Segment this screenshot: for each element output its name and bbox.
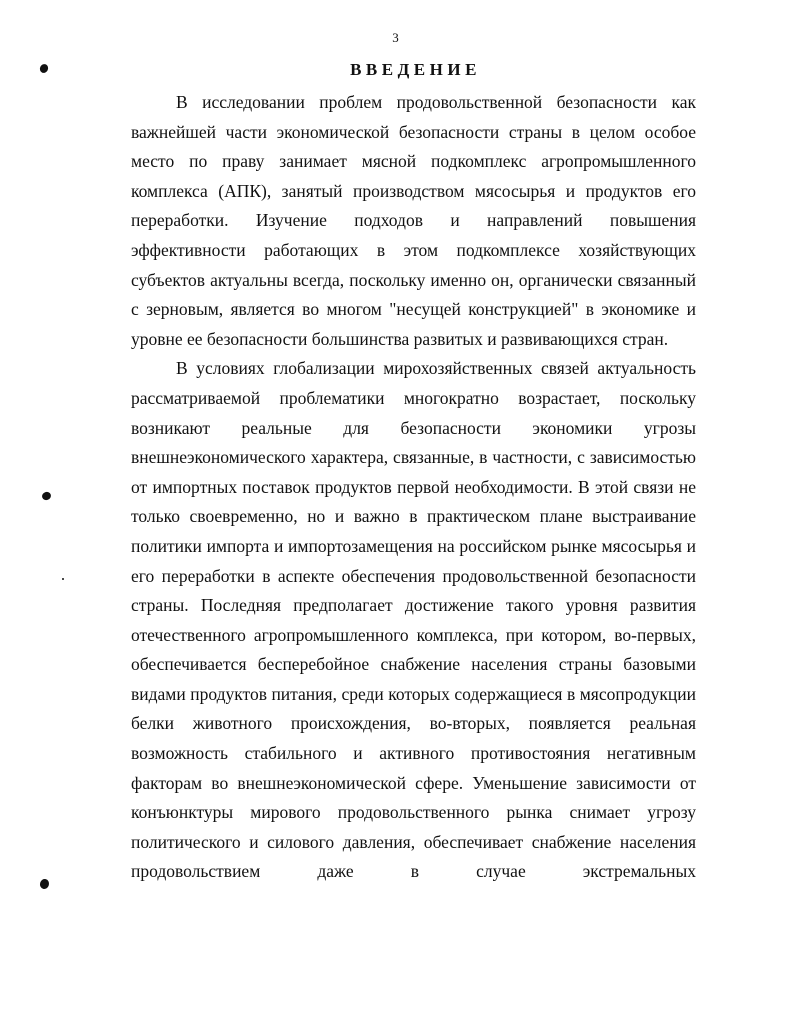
scan-speck bbox=[41, 491, 52, 502]
paragraph: В условиях глобализации мирохозяйственных связей актуальность рассматриваемой проблематики многократно возрастает, поскольку возникают реальные для безопасности экономики угрозы внешнеэкономического характера, связанные, в частности, с зависимостью от импортных поставок продуктов первой необходимости. В этой связи не только своевременно, но и важно в практическом плане выстраивание политики импорта и импортозамещения на российском рынке мясосырья и его переработки в аспекте обеспечения продовольственной безопасности страны. Последняя предполагает достижение такого уровня развития отечественного агропромышленного комплекса, при котором, во-первых, обеспечивается бесперебойное снабжение населения страны базовыми видами продуктов питания, среди которых содержащиеся в мясопродукции белки животного происхождения, во-вторых, появляется реальная возможность стабильного и активного противостояния негативным факторам во внешнеэкономической сфере. Уменьшение зависимости от конъюнктуры мирового продовольственного рынка снимает угрозу политического и силового давления, обеспечивает снабжение населения продовольствием даже в случае экстремальных bbox=[131, 358, 696, 882]
page-number: 3 bbox=[392, 30, 399, 45]
scan-speck bbox=[62, 578, 64, 580]
paragraph: В исследовании проблем продовольственной безопасности как важнейшей части экономической безопасности страны в целом особое место по праву занимает мясной подкомплекс агропромышленного комплекса (АПК), занятый производством мясосырья и продуктов его переработки. Изучение подходов и направлений повышения эффективности работающих в этом подкомплексе хозяйствующих субъектов актуальны всегда, поскольку именно он, органически связанный с зерновым, является во многом "несущей конструкцией" в экономике и уровне ее безопасности большинства развитых и развивающихся стран. bbox=[131, 92, 696, 349]
body-text bbox=[131, 88, 696, 887]
section-title: ВВЕДЕНИЕ bbox=[350, 60, 481, 79]
scan-speck bbox=[39, 878, 50, 890]
